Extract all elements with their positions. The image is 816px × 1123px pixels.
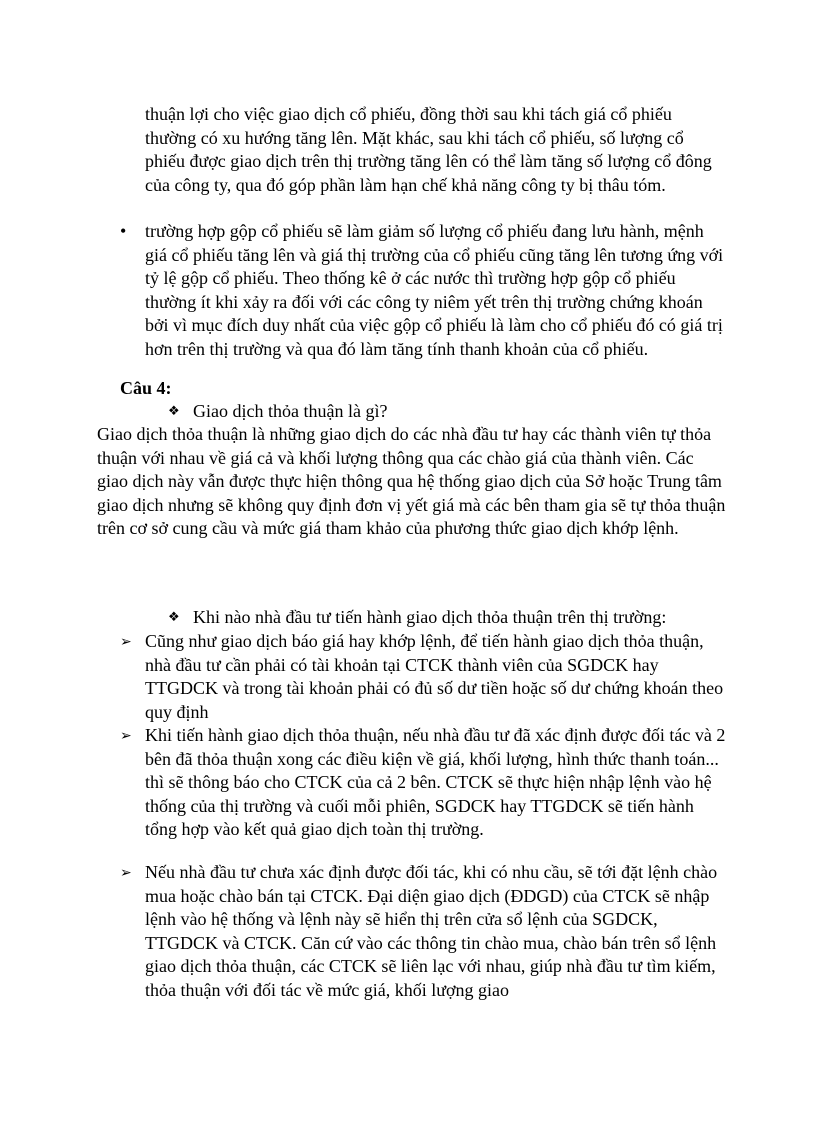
diamond-bullet-icon: ❖ bbox=[168, 404, 180, 419]
arrow-right-icon: ➢ bbox=[120, 865, 132, 881]
arrow-right-icon: ➢ bbox=[120, 728, 132, 744]
section-heading: Câu 4: bbox=[120, 378, 172, 398]
arrow-item-text: Khi tiến hành giao dịch thỏa thuận, nếu nhà đầu tư đã xác định được đối tác và 2 bên đã thỏa thuận xong các điều kiện về giá, khối lượng, hình thức thanh toán... thì sẽ thông báo cho CTCK của cả 2 bên. CTCK sẽ thực hiện nhập lệnh vào hệ thống của thị trường và cuối mỗi phiên, SGDCK hay TTGDCK sẽ tiến hành tổng hợp vào kết quả giao dịch toàn thị trường. bbox=[145, 725, 726, 839]
diamond-bullet-icon: ❖ bbox=[168, 610, 180, 625]
arrow-item-text: Nếu nhà đầu tư chưa xác định được đối tác, khi có nhu cầu, sẽ tới đặt lệnh chào mua hoặc chào bán tại CTCK. Đại diện giao dịch (ĐDGD) của CTCK sẽ nhập lệnh vào hệ thống và lệnh này sẽ hiển thị trên cửa sổ lệnh của SGDCK, TTGDCK và CTCK. Căn cứ vào các thông tin chào mua, chào bán trên sổ lệnh giao dịch thỏa thuận, các CTCK sẽ liên lạc với nhau, giúp nhà đầu tư tìm kiếm, thỏa thuận với đối tác về mức giá, khối lượng giao bbox=[145, 862, 718, 1000]
bullet-item-text: trường hợp gộp cổ phiếu sẽ làm giảm số lượng cổ phiếu đang lưu hành, mệnh giá cổ phiếu tăng lên và giá thị trường của cổ phiếu cũng tăng lên tương ứng với tỷ lệ gộp cổ phiếu. Theo thống kê ở các nước thì trường hợp gộp cổ phiếu thường ít khi xảy ra đối với các công ty niêm yết trên thị trường chứng khoán bởi vì mục đích duy nhất của việc gộp cổ phiếu là làm cho cổ phiếu đó có giá trị hơn trên thị trường và qua đó làm tăng tính thanh khoản của cổ phiếu. bbox=[145, 221, 724, 359]
definition-paragraph: Giao dịch thỏa thuận là những giao dịch do các nhà đầu tư hay các thành viên tự thỏa thuận với nhau về giá cả và khối lượng thông qua các chào giá của thành viên. Các giao dịch này vẫn được thực hiện thông qua hệ thống giao dịch của Sở hoặc Trung tâm giao dịch nhưng sẽ không quy định đơn vị yết giá mà các bên tham gia sẽ tự thỏa thuận trên cơ sở cung cầu và mức giá tham khảo của phương thức giao dịch khớp lệnh. bbox=[97, 424, 726, 538]
arrow-item-text: Cũng như giao dịch báo giá hay khớp lệnh, để tiến hành giao dịch thỏa thuận, nhà đầu tư cần phải có tài khoản tại CTCK thành viên của SGDCK hay TTGDCK và trong tài khoản phải có đủ số dư tiền hoặc số dư chứng khoán theo quy định bbox=[145, 631, 724, 722]
bullet-icon: • bbox=[120, 221, 127, 241]
continued-paragraph: thuận lợi cho việc giao dịch cổ phiếu, đồng thời sau khi tách giá cổ phiếu thường có xu hướng tăng lên. Mặt khác, sau khi tách cổ phiếu, số lượng cổ phiếu được giao dịch trên thị trường tăng lên có thể làm tăng số lượng cổ đông của công ty, qua đó góp phần làm hạn chế khả năng công ty bị thâu tóm. bbox=[145, 104, 712, 195]
subheading-text: Khi nào nhà đầu tư tiến hành giao dịch thỏa thuận trên thị trường: bbox=[193, 607, 667, 627]
subheading-text: Giao dịch thỏa thuận là gì? bbox=[193, 401, 388, 421]
arrow-right-icon: ➢ bbox=[120, 634, 132, 650]
